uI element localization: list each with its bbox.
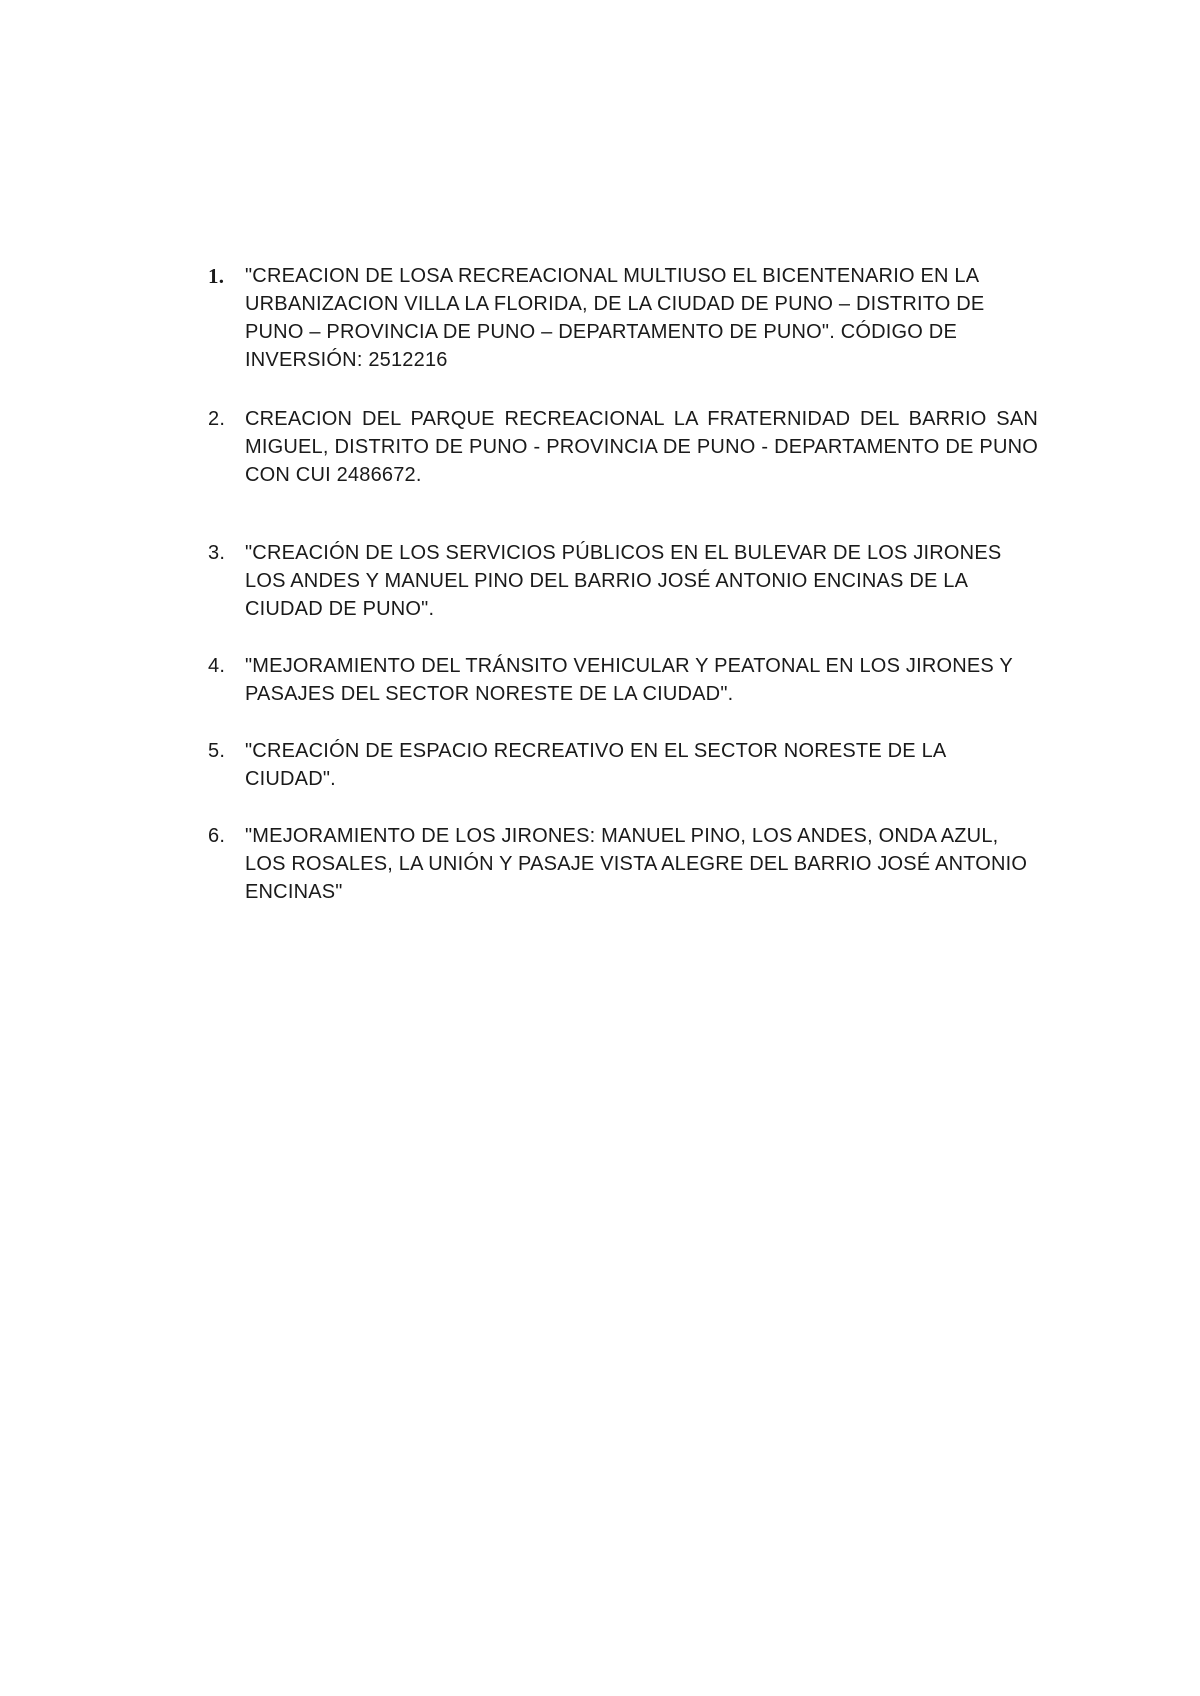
project-list — [208, 262, 1038, 906]
list-item-number: 1. — [208, 264, 225, 288]
list-item — [208, 262, 1038, 374]
list-item-number: 4. — [208, 655, 226, 677]
list-item-number: 2. — [208, 408, 226, 430]
list-item-text: "CREACIÓN DE LOS SERVICIOS PÚBLICOS EN EL BULEVAR DE LOS JIRONES LOS ANDES Y MANUEL PINO DEL BARRIO JOSÉ ANTONIO ENCINAS DE LA CIUDAD DE PUNO". — [245, 542, 1002, 620]
list-item — [208, 737, 1038, 793]
list-item — [208, 405, 1038, 489]
list-item — [208, 539, 1038, 623]
list-item — [208, 822, 1038, 906]
list-item-number: 3. — [208, 542, 226, 564]
list-item-number: 5. — [208, 740, 226, 762]
list-item-text: "CREACION DE LOSA RECREACIONAL MULTIUSO EL BICENTENARIO EN LA URBANIZACION VILLA LA FLORIDA, DE LA CIUDAD DE PUNO – DISTRITO DE PUNO – PROVINCIA DE PUNO – DEPARTAMENTO DE PUNO". CÓDIGO DE INVERSIÓN: 2512216 — [245, 265, 985, 371]
list-item-text: "MEJORAMIENTO DE LOS JIRONES: MANUEL PINO, LOS ANDES, ONDA AZUL, LOS ROSALES, LA UNIÓN Y PASAJE VISTA ALEGRE DEL BARRIO JOSÉ ANTONIO ENCINAS" — [245, 825, 1028, 903]
list-item-text: CREACION DEL PARQUE RECREACIONAL LA FRATERNIDAD DEL BARRIO SAN MIGUEL, DISTRITO DE PUNO - PROVINCIA DE PUNO - DEPARTAMENTO DE PUNO CON CUI 2486672. — [245, 408, 1038, 486]
list-item-text: "MEJORAMIENTO DEL TRÁNSITO VEHICULAR Y PEATONAL EN LOS JIRONES Y PASAJES DEL SECTOR NORESTE DE LA CIUDAD". — [245, 655, 1013, 705]
list-item-number: 6. — [208, 825, 226, 847]
list-item-text: "CREACIÓN DE ESPACIO RECREATIVO EN EL SECTOR NORESTE DE LA CIUDAD". — [245, 740, 946, 790]
list-item — [208, 652, 1038, 708]
